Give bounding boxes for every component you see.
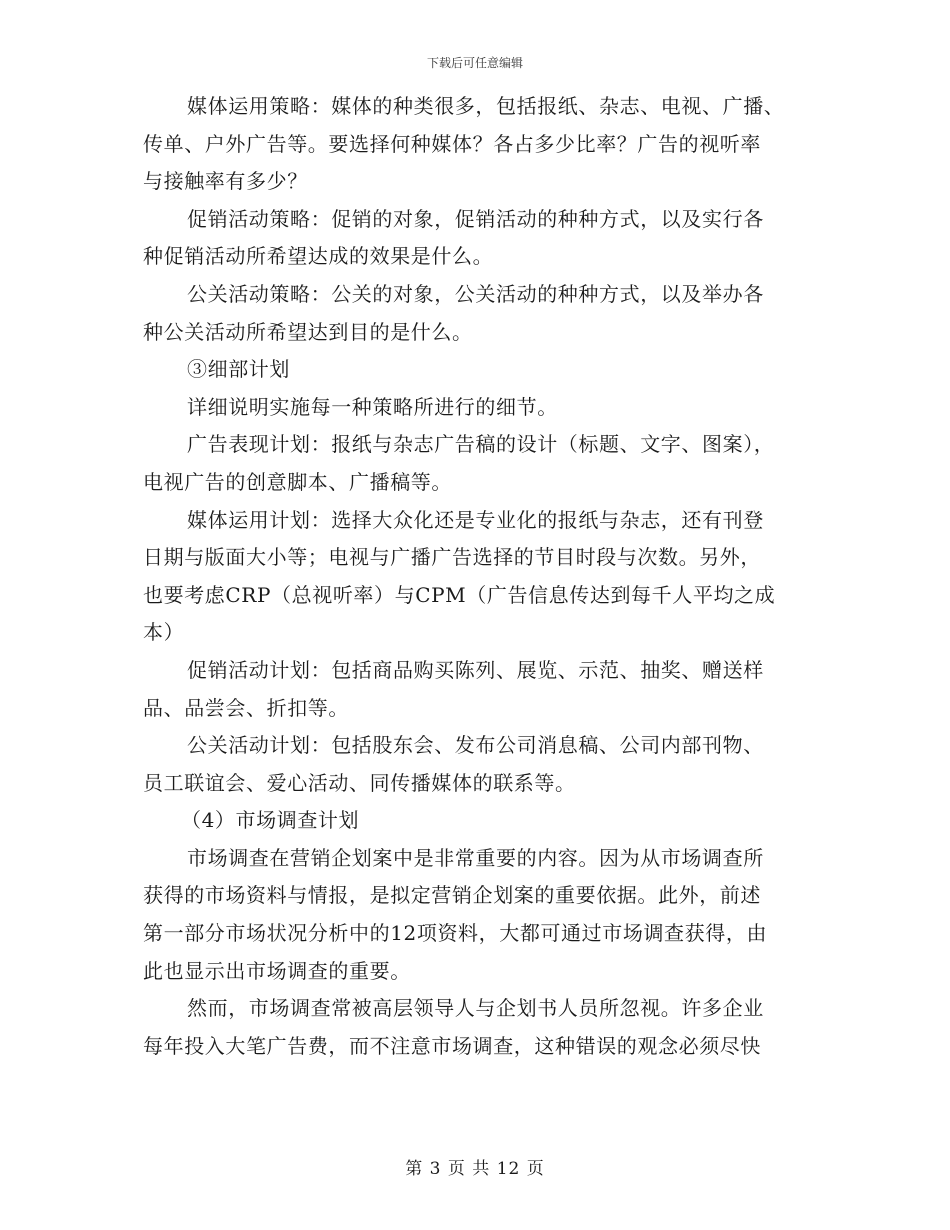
footer-suffix: 页 [526,1159,545,1179]
paragraph-line: 品、品尝会、折扣等。 [143,695,349,720]
footer-middle: 页 共 [447,1159,491,1179]
section-heading: ③细部计划 [187,357,290,382]
paragraph-line: 促销活动策略：促销的对象，促销活动的种种方式，以及实行各 [187,206,764,231]
paragraph-line: 公关活动计划：包括股东会、发布公司消息稿、公司内部刊物、 [187,733,764,758]
paragraph-line: 员工联谊会、爱心活动、同传播媒体的联系等。 [143,770,576,795]
paragraph-line: 媒体运用计划：选择大众化还是专业化的报纸与杂志，还有刊登 [187,507,764,532]
paragraph-line: 第一部分市场状况分析中的12项资料，大都可通过市场调查获得，由 [143,921,768,946]
paragraph-line: 种促销活动所希望达成的效果是什么。 [143,244,494,269]
paragraph-line: 促销活动计划：包括商品购买陈列、展览、示范、抽奖、赠送样 [187,657,764,682]
page-footer [0,1154,950,1179]
paragraph-line: 每年投入大笔广告费，而不注意市场调查，这种错误的观念必须尽快 [143,1033,761,1058]
paragraph-line: 本） [143,620,185,645]
paragraph-line: 媒体运用策略：媒体的种类很多，包括报纸、杂志、电视、广播、 [187,94,785,118]
paragraph-line: 市场调查在营销企划案中是非常重要的内容。因为从市场调查所 [187,845,764,870]
paragraph-line: 详细说明实施每一种策略所进行的细节。 [187,394,558,419]
paragraph-line: 日期与版面大小等；电视与广播广告选择的节目时段与次数。另外， [143,545,761,570]
footer-page-number: 3 [429,1159,442,1179]
page-header: 下载后可任意编辑 [426,56,523,70]
paragraph-line: 电视广告的创意脚本、广播稿等。 [143,469,452,494]
paragraph-line: 与接触率有多少？ [143,169,308,194]
paragraph-line: 然而，市场调查常被高层领导人与企划书人员所忽视。许多企业 [187,996,764,1021]
paragraph-line: 种公关活动所希望达到目的是什么。 [143,319,473,344]
paragraph-line: 广告表现计划：报纸与杂志广告稿的设计（标题、文字、图案）， [187,432,775,457]
paragraph-line: 此也显示出市场调查的重要。 [143,958,411,983]
paragraph-line: 获得的市场资料与情报，是拟定营销企划案的重要依据。此外，前述 [143,883,761,908]
footer-prefix: 第 [405,1159,424,1179]
paragraph-line: 传单、户外广告等。要选择何种媒体？各占多少比率？广告的视听率 [143,131,761,156]
document-body [143,88,807,1065]
footer-total-pages: 12 [496,1159,521,1179]
paragraph-line: 也要考虑CRP（总视听率）与CPM（广告信息传达到每千人平均之成 [143,582,776,607]
section-heading: （4）市场调查计划 [181,808,360,833]
paragraph-line: 公关活动策略：公关的对象，公关活动的种种方式，以及举办各 [187,281,764,306]
